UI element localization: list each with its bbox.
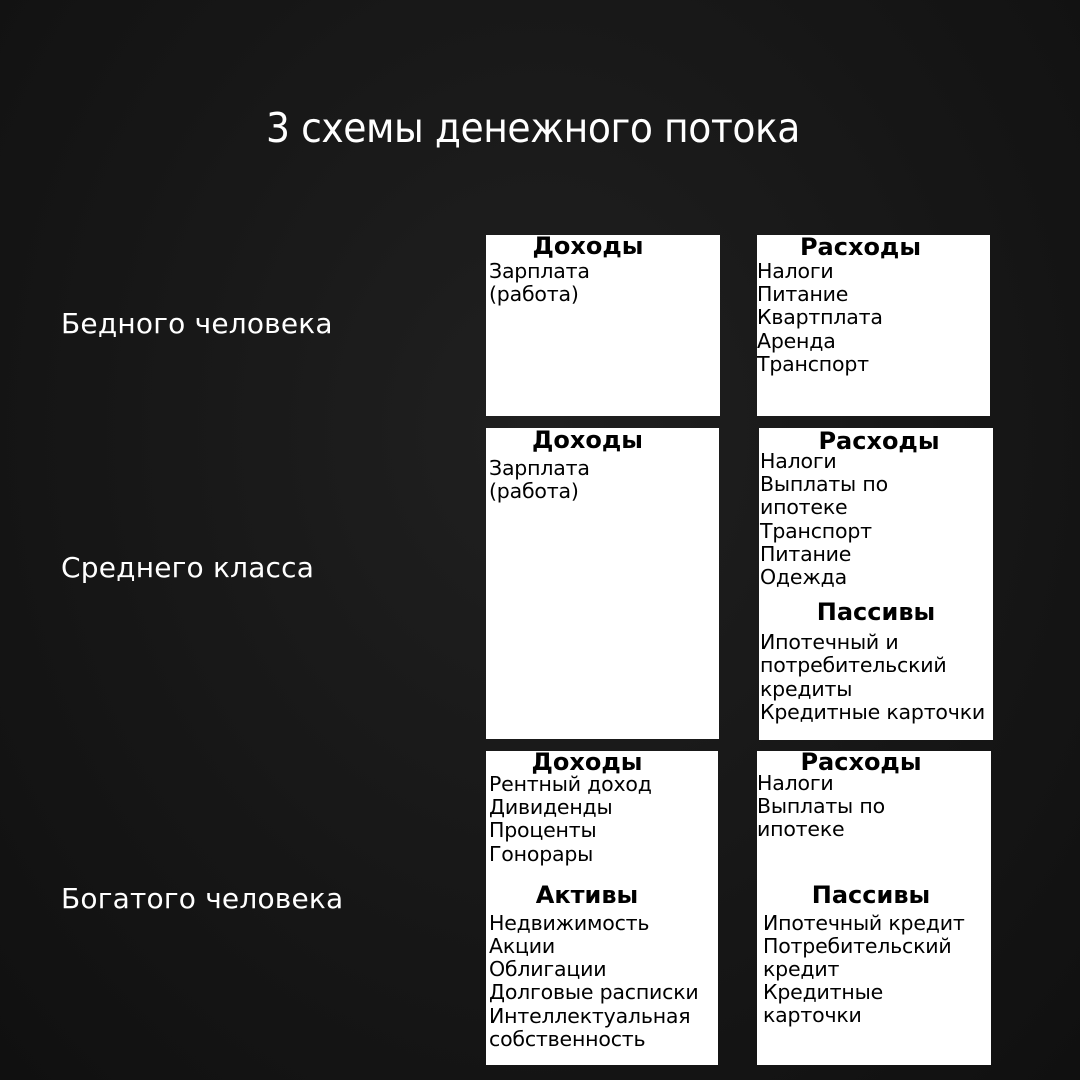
list-item: Ипотечный кредит (763, 910, 965, 935)
rich-income-box (486, 751, 718, 1065)
list-item: ипотеке (757, 817, 845, 842)
list-item: Питание (757, 282, 849, 307)
list-item: кредиты (760, 676, 853, 701)
page-title: 3 схемы денежного потока (266, 104, 800, 152)
list-item: Кредитные карточки (760, 699, 985, 724)
list-item: Налоги (757, 771, 834, 795)
expenses-heading: Расходы (818, 428, 940, 455)
list-item: Выплаты по (757, 794, 885, 819)
income-heading: Доходы (531, 751, 643, 776)
list-item: Выплаты по (760, 472, 888, 497)
list-item: Налоги (760, 449, 837, 473)
liabilities-heading: Пассивы (811, 880, 931, 909)
expenses-heading: Расходы (799, 235, 922, 261)
poor-expenses-box (757, 235, 990, 416)
list-item: Проценты (489, 818, 597, 843)
list-item: кредит (763, 957, 840, 982)
poor-income-box (486, 235, 720, 416)
list-item: Акции (489, 934, 556, 959)
list-item: Рентный доход (489, 772, 652, 796)
list-item: Налоги (757, 259, 834, 283)
list-item: Транспорт (757, 351, 869, 376)
income-heading: Доходы (532, 235, 644, 260)
list-item: Гонорары (489, 841, 594, 866)
list-item: Кредитные (763, 980, 884, 1005)
rich-expenses-box (757, 751, 991, 1065)
row-label-middle: Среднего класса (61, 551, 315, 584)
list-item: Ипотечный и (760, 630, 899, 655)
middle-expenses-box (759, 428, 993, 740)
list-item: Питание (760, 541, 852, 566)
list-item: Зарплата (489, 456, 590, 480)
list-item: карточки (763, 1003, 862, 1028)
row-label-poor: Бедного человека (61, 307, 333, 340)
list-item: собственность (489, 1026, 646, 1051)
list-item: потребительский (760, 653, 947, 678)
list-item: Зарплата (489, 259, 590, 283)
list-item: Потребительский (763, 933, 952, 958)
list-item: Одежда (760, 565, 847, 590)
list-item: Долговые расписки (489, 980, 699, 1005)
list-item: (работа) (489, 282, 579, 307)
list-item: ипотеке (760, 495, 848, 520)
income-heading: Доходы (532, 428, 643, 454)
expenses-heading: Расходы (800, 751, 922, 776)
list-item: Аренда (757, 328, 836, 353)
list-item: Дивиденды (489, 795, 613, 820)
list-item: Недвижимость (489, 910, 650, 935)
list-item: (работа) (489, 479, 579, 504)
list-item: Транспорт (760, 518, 872, 543)
list-item: Облигации (489, 957, 607, 982)
liabilities-heading: Пассивы (816, 598, 936, 627)
list-item: Квартплата (757, 305, 883, 330)
assets-heading: Активы (535, 880, 639, 909)
list-item: Интеллектуальная (489, 1003, 691, 1028)
row-label-rich: Богатого человека (61, 882, 344, 915)
middle-income-box (486, 428, 719, 739)
